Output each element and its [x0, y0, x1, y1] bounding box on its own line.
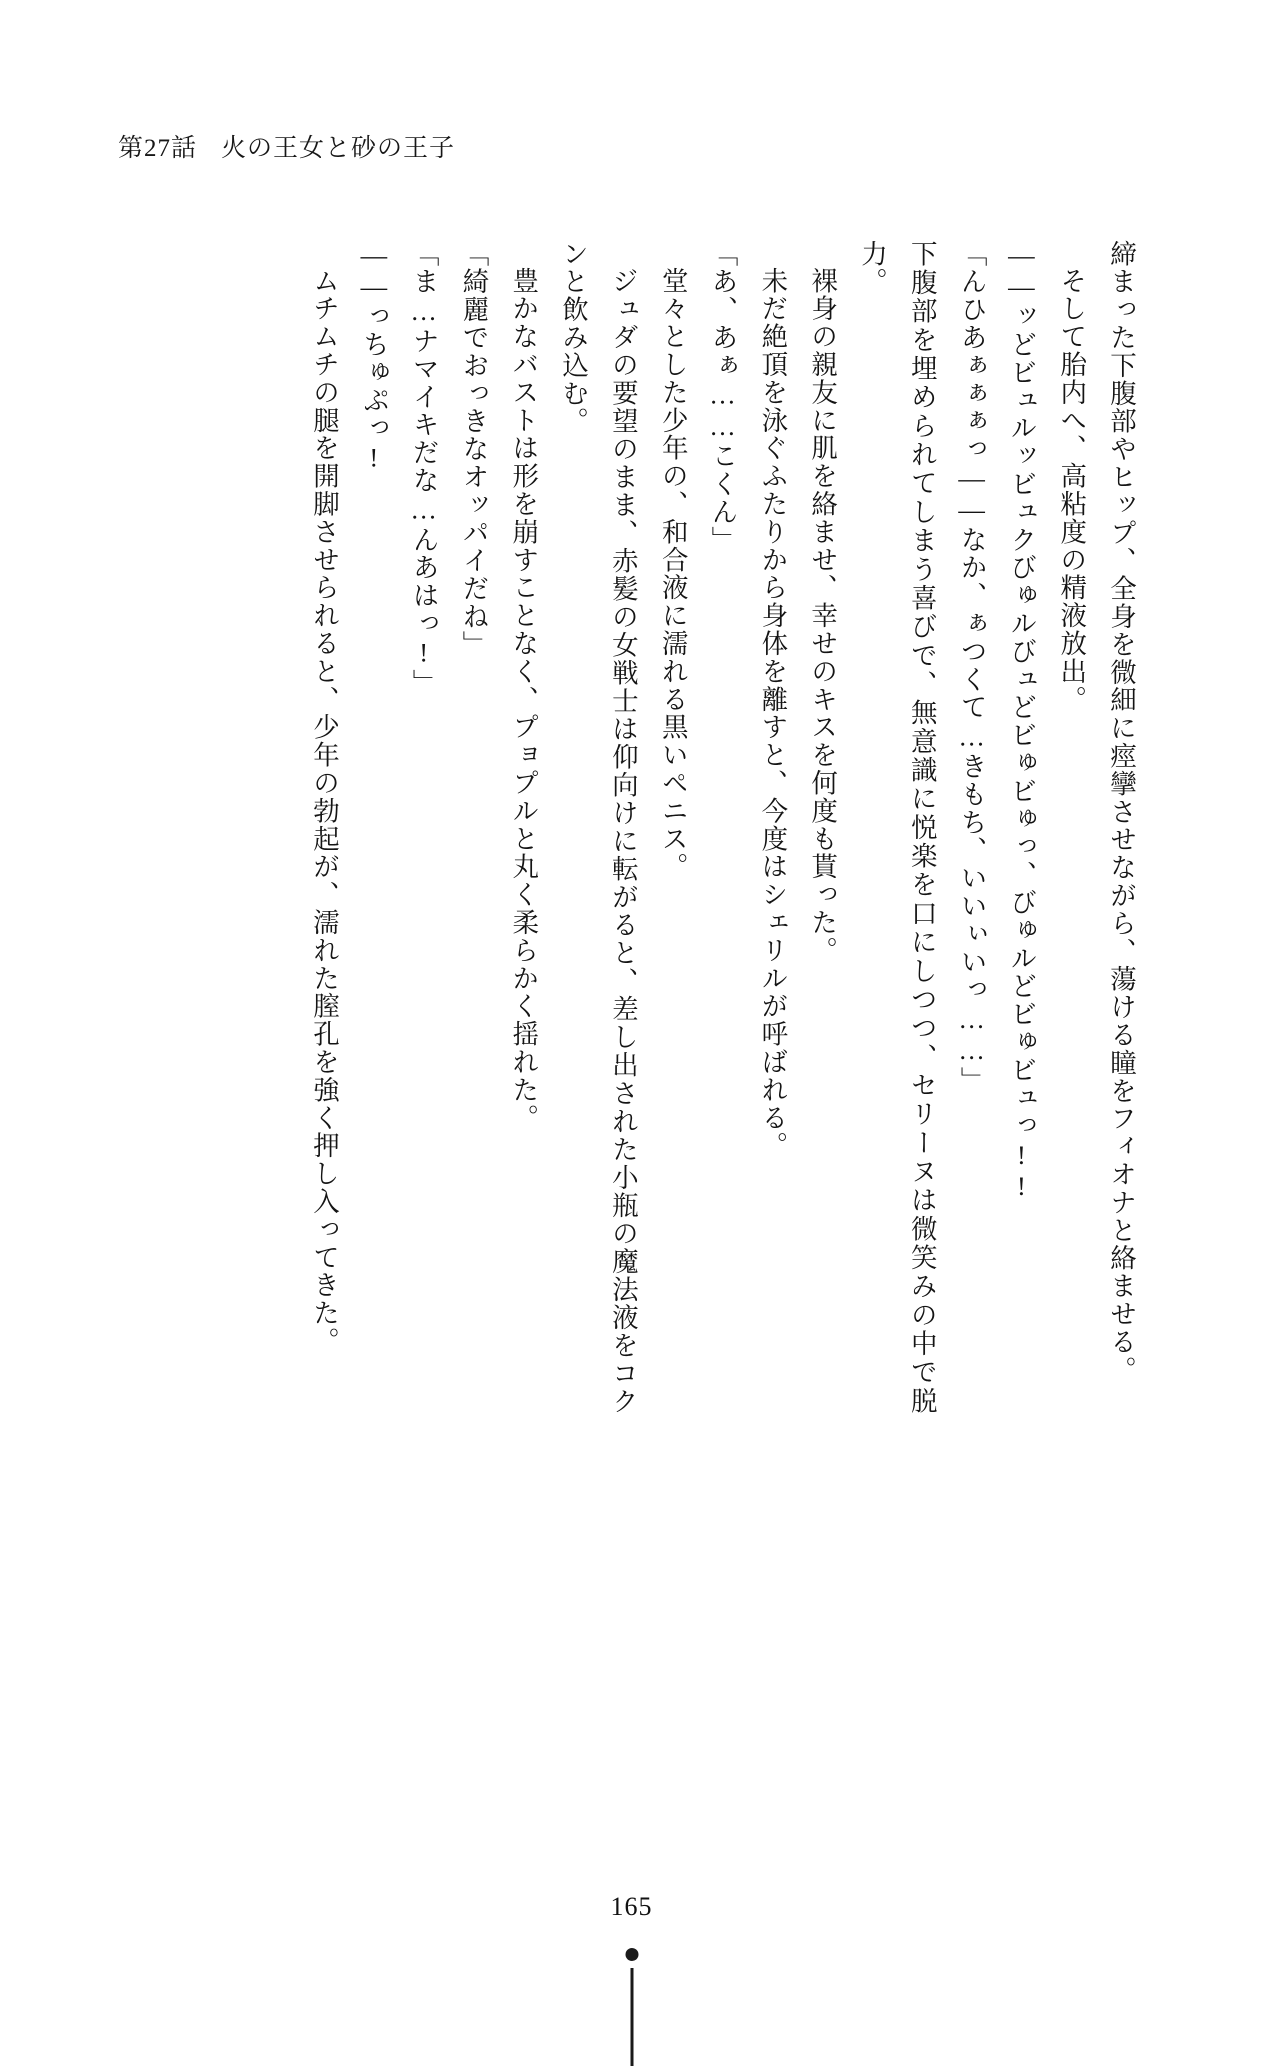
running-head	[118, 128, 455, 164]
ornament-dot-icon	[625, 1948, 638, 1961]
paragraph: そして胎内へ、高粘度の精液放出。	[1056, 266, 1087, 713]
paragraph: 下腹部を埋められてしまう喜びで、無意識に悦楽を口にしつつ、セリーヌは微笑みの中で脱力。	[856, 240, 937, 1415]
paragraph: 堂々とした少年の、和合液に濡れる黒いペニス。	[657, 266, 688, 881]
paragraph: ムチムチの腿を開脚させられると、少年の勃起が、濡れた膣孔を強く押し入ってきた。	[309, 266, 339, 1355]
paragraph: ――っちゅぷっ!	[358, 240, 389, 474]
paragraph: 裸身の親友に肌を絡ませ、幸せのキスを何度も貰った。	[807, 266, 838, 964]
paragraph: 締まった下腹部やヒップ、全身を微細に痙攣させながら、蕩ける瞳をフィオナと絡ませる。	[1106, 240, 1136, 1384]
paragraph: 「んひあぁぁぁっ――なか、ぁつくて…きもち、いいぃいっ……」	[956, 240, 987, 1095]
page-ornament	[622, 1948, 642, 2068]
paragraph: 「あ、あぁ……こくん」	[707, 240, 738, 554]
chapter-number: 第27話	[118, 135, 198, 162]
paragraph: ――ッどビュルッビュクびゅルびュどビゅビゅっ、びゅルどビゅビュっ!!	[1006, 240, 1037, 1203]
page-number: 165	[610, 1892, 653, 1921]
paragraph: ジュダの要望のまま、赤髪の女戦士は仰向けに転がると、差し出された小瓶の魔法液をコクンと飲み込む。	[558, 240, 638, 1415]
chapter-title: 火の王女と砂の王子	[221, 135, 456, 162]
body-text	[309, 240, 1145, 1415]
ornament-rule	[630, 1968, 633, 2066]
paragraph: 「綺麗でおっきなオッパイだね」	[458, 240, 489, 659]
paragraph: 豊かなバストは形を崩すことなく、プョプルと丸く柔らかく揺れた。	[508, 266, 539, 1132]
paragraph: 「ま…ナマイキだな…んあはっ!」	[408, 240, 439, 697]
paragraph: 未だ絶頂を泳ぐふたりから身体を離すと、今度はシェリルが呼ばれる。	[757, 266, 788, 1160]
